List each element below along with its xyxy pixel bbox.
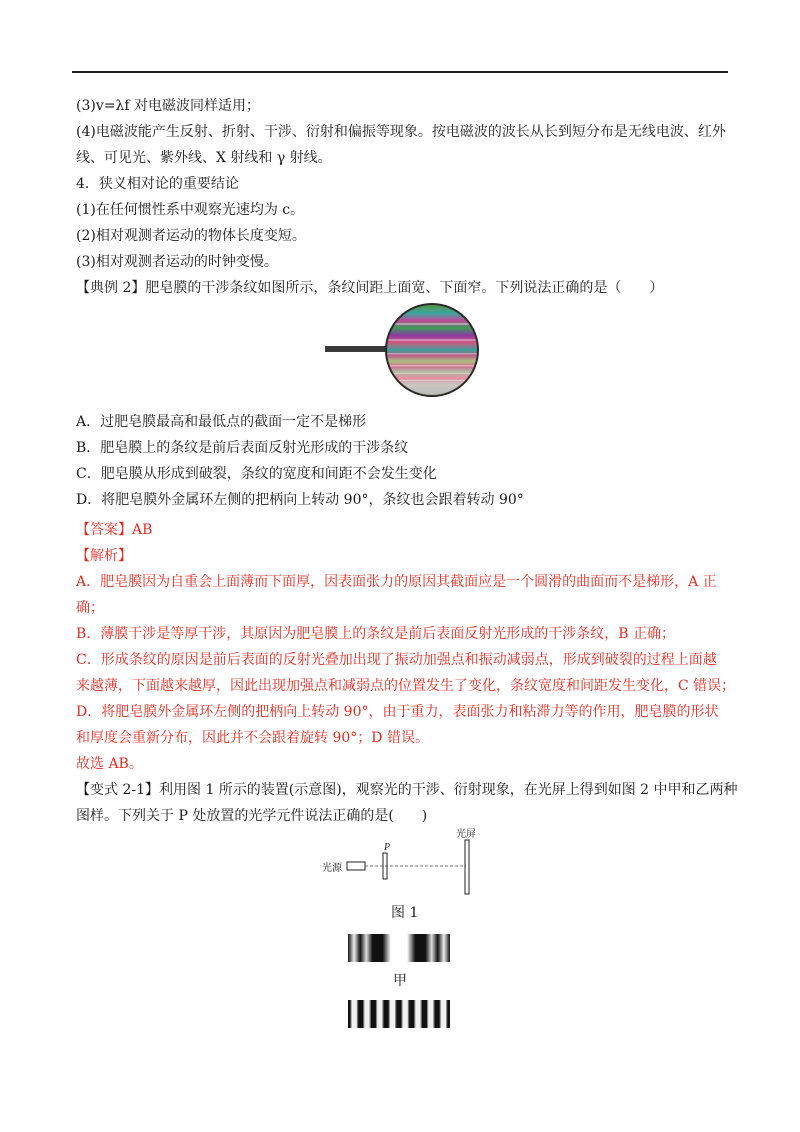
light-source <box>347 862 365 870</box>
pattern-jia <box>348 934 450 962</box>
text-line-6: (2)相对观测者运动的物体长度变短。 <box>76 228 306 244</box>
text-line-5: (1)在任何惯性系中观察光速均为 c。 <box>76 202 305 218</box>
soap-film-image <box>325 303 485 397</box>
conclusion: 故选 AB。 <box>76 756 143 772</box>
text-line-2: (4)电磁波能产生反射、折射、干涉、衍射和偏振等现象。按电磁波的波长从长到短分布是无线电波、红外 <box>76 124 726 140</box>
example-question: 【典例 2】肥皂膜的干涉条纹如图所示，条纹间距上面宽、下面窄。下列说法正确的是（ ） <box>76 280 664 296</box>
handle <box>325 346 387 352</box>
variant-line-1: 【变式 2-1】利用图 1 所示的装置(示意图)，观察光的干涉、衍射现象，在光屏上得到如图 2 中甲和乙两种 <box>76 782 738 798</box>
option-b: B．肥皂膜上的条纹是前后表面反射光形成的干涉条纹 <box>76 440 409 456</box>
option-a: A．过肥皂膜最高和最低点的截面一定不是梯形 <box>76 414 367 430</box>
variant-line-2: 图样。下列关于 P 处放置的光学元件说法正确的是( ) <box>76 808 428 824</box>
analysis-a-line-2: 确； <box>76 600 104 616</box>
screen-label: 光屏 <box>456 829 476 840</box>
section-heading: 4．狭义相对论的重要结论 <box>76 176 239 192</box>
answer-label: 【答案】AB <box>76 522 153 538</box>
analysis-d-line-1: D．将肥皂膜外金属环左侧的把柄向上转动 90°，由于重力，表面张力和粘滞力等的作用，肥皂膜的形状 <box>76 704 719 720</box>
light-source-label: 光源 <box>322 863 342 874</box>
apparatus-diagram <box>320 826 480 896</box>
figure-1-caption: 图 1 <box>391 905 419 921</box>
text-line-3: 线、可见光、紫外线、X 射线和 γ 射线。 <box>76 150 332 166</box>
soap-film-figure <box>325 303 485 401</box>
p-label: P <box>384 842 391 853</box>
analysis-b: B．薄膜干涉是等厚干涉，其原因为肥皂膜上的条纹是前后表面反射光形成的干涉条纹，B 正确； <box>76 626 676 642</box>
pattern-yi <box>348 1000 450 1028</box>
analysis-c-line-1: C．形成条纹的原因是前后表面的反射光叠加出现了振动加强点和振动减弱点，形成到破裂的过程上面越 <box>76 652 717 668</box>
analysis-c-line-2: 来越薄，下面越来越厚，因此出现加强点和减弱点的位置发生了变化，条纹宽度和间距发生变化，C 错误； <box>76 678 736 694</box>
light-screen <box>465 840 469 894</box>
pattern-jia-label: 甲 <box>393 973 407 989</box>
text-line-1: (3)v=λf 对电磁波同样适用； <box>76 98 260 114</box>
analysis-d-line-2: 和厚度会重新分布，因此并不会跟着旋转 90°；D 错误。 <box>76 730 429 746</box>
text-line-7: (3)相对观测者运动的时钟变慢。 <box>76 254 278 270</box>
option-d: D．将肥皂膜外金属环左侧的把柄向上转动 90°，条纹也会跟着转动 90° <box>76 492 524 508</box>
header-rule <box>72 71 728 73</box>
figure-1-apparatus <box>320 826 480 900</box>
analysis-a-line-1: A．肥皂膜因为自重会上面薄而下面厚，因表面张力的原因其截面应是一个圆滑的曲面而不是梯形，A 正 <box>76 574 717 590</box>
option-c: C．肥皂膜从形成到破裂，条纹的宽度和间距不会发生变化 <box>76 466 437 482</box>
analysis-label: 【解析】 <box>76 548 132 564</box>
